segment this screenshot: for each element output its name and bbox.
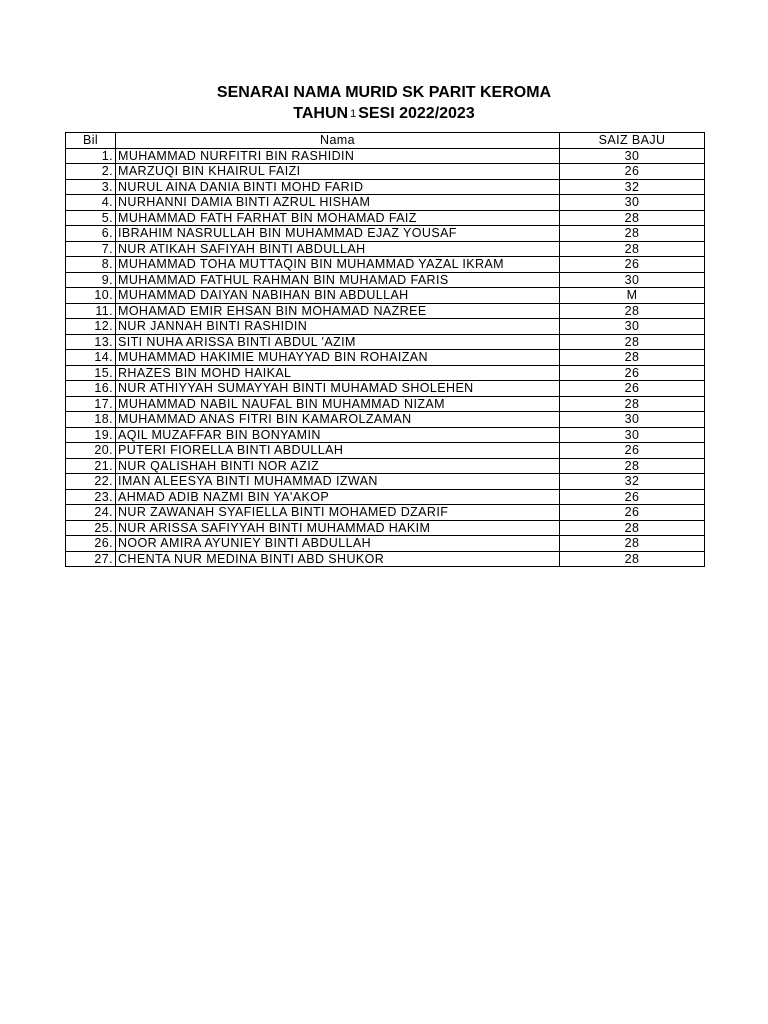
table-row — [66, 350, 705, 366]
table-row — [66, 458, 705, 474]
student-name-cell: IBRAHIM NASRULLAH BIN MUHAMMAD EJAZ YOUSAF — [116, 226, 560, 242]
row-number-cell: 18. — [66, 412, 116, 428]
table-row — [66, 319, 705, 335]
row-number-cell: 23. — [66, 489, 116, 505]
student-name-cell: NURHANNI DAMIA BINTI AZRUL HISHAM — [116, 195, 560, 211]
student-name-cell: NOOR AMIRA AYUNIEY BINTI ABDULLAH — [116, 536, 560, 552]
shirt-size-cell: 28 — [560, 303, 705, 319]
table-row — [66, 489, 705, 505]
row-number-cell: 19. — [66, 427, 116, 443]
shirt-size-cell: 30 — [560, 195, 705, 211]
table-row — [66, 257, 705, 273]
shirt-size-cell: 28 — [560, 536, 705, 552]
row-number-cell: 3. — [66, 179, 116, 195]
row-number-cell: 2. — [66, 164, 116, 180]
student-name-cell: NUR ATIKAH SAFIYAH BINTI ABDULLAH — [116, 241, 560, 257]
shirt-size-cell: 30 — [560, 427, 705, 443]
student-name-cell: MUHAMMAD ANAS FITRI BIN KAMAROLZAMAN — [116, 412, 560, 428]
row-number-cell: 6. — [66, 226, 116, 242]
shirt-size-cell: 26 — [560, 443, 705, 459]
student-name-cell: MARZUQI BIN KHAIRUL FAIZI — [116, 164, 560, 180]
student-name-cell: MUHAMMAD NABIL NAUFAL BIN MUHAMMAD NIZAM — [116, 396, 560, 412]
row-number-cell: 26. — [66, 536, 116, 552]
table-row — [66, 443, 705, 459]
table-row — [66, 303, 705, 319]
table-row — [66, 365, 705, 381]
column-header-nama: Nama — [116, 133, 560, 149]
table-header-row — [66, 133, 705, 149]
shirt-size-cell: 32 — [560, 474, 705, 490]
table-row — [66, 226, 705, 242]
title-line-2 — [0, 103, 768, 125]
shirt-size-cell: 26 — [560, 257, 705, 273]
shirt-size-cell: 28 — [560, 350, 705, 366]
column-header-bil: Bil — [66, 133, 116, 149]
student-name-cell: AQIL MUZAFFAR BIN BONYAMIN — [116, 427, 560, 443]
title-tahun-label: TAHUN — [293, 105, 349, 122]
table-row — [66, 179, 705, 195]
table-body — [66, 148, 705, 567]
table-row — [66, 272, 705, 288]
row-number-cell: 20. — [66, 443, 116, 459]
table-row — [66, 148, 705, 164]
student-name-cell: CHENTA NUR MEDINA BINTI ABD SHUKOR — [116, 551, 560, 567]
row-number-cell: 5. — [66, 210, 116, 226]
shirt-size-cell: 28 — [560, 334, 705, 350]
table-row — [66, 195, 705, 211]
student-name-cell: IMAN ALEESYA BINTI MUHAMMAD IZWAN — [116, 474, 560, 490]
student-name-cell: MUHAMMAD TOHA MUTTAQIN BIN MUHAMMAD YAZAL IKRAM — [116, 257, 560, 273]
row-number-cell: 1. — [66, 148, 116, 164]
table-row — [66, 288, 705, 304]
student-name-cell: MOHAMAD EMIR EHSAN BIN MOHAMAD NAZREE — [116, 303, 560, 319]
shirt-size-cell: 30 — [560, 148, 705, 164]
shirt-size-cell: 30 — [560, 272, 705, 288]
table-row — [66, 334, 705, 350]
shirt-size-cell: 28 — [560, 210, 705, 226]
title-sesi-label: SESI 2022/2023 — [358, 105, 475, 122]
shirt-size-cell: 28 — [560, 458, 705, 474]
shirt-size-cell: 26 — [560, 164, 705, 180]
row-number-cell: 4. — [66, 195, 116, 211]
student-name-cell: AHMAD ADIB NAZMI BIN YA'AKOP — [116, 489, 560, 505]
title-line-1: SENARAI NAMA MURID SK PARIT KEROMA — [216, 84, 552, 101]
student-name-cell: MUHAMMAD HAKIMIE MUHAYYAD BIN ROHAIZAN — [116, 350, 560, 366]
student-name-cell: SITI NUHA ARISSA BINTI ABDUL 'AZIM — [116, 334, 560, 350]
student-name-cell: NURUL AINA DANIA BINTI MOHD FARID — [116, 179, 560, 195]
shirt-size-cell: 28 — [560, 520, 705, 536]
table-row — [66, 536, 705, 552]
student-name-cell: RHAZES BIN MOHD HAIKAL — [116, 365, 560, 381]
student-name-cell: MUHAMMAD DAIYAN NABIHAN BIN ABDULLAH — [116, 288, 560, 304]
row-number-cell: 13. — [66, 334, 116, 350]
document-title — [0, 82, 768, 125]
student-name-cell: MUHAMMAD FATHUL RAHMAN BIN MUHAMAD FARIS — [116, 272, 560, 288]
table-row — [66, 427, 705, 443]
row-number-cell: 17. — [66, 396, 116, 412]
row-number-cell: 12. — [66, 319, 116, 335]
student-name-cell: MUHAMMAD FATH FARHAT BIN MOHAMAD FAIZ — [116, 210, 560, 226]
student-name-cell: NUR QALISHAH BINTI NOR AZIZ — [116, 458, 560, 474]
shirt-size-cell: M — [560, 288, 705, 304]
shirt-size-cell: 28 — [560, 396, 705, 412]
student-name-cell: PUTERI FIORELLA BINTI ABDULLAH — [116, 443, 560, 459]
table-row — [66, 520, 705, 536]
row-number-cell: 24. — [66, 505, 116, 521]
shirt-size-cell: 26 — [560, 381, 705, 397]
shirt-size-cell: 28 — [560, 551, 705, 567]
shirt-size-cell: 28 — [560, 226, 705, 242]
student-name-cell: NUR ZAWANAH SYAFIELLA BINTI MOHAMED DZARIF — [116, 505, 560, 521]
student-name-cell: NUR ARISSA SAFIYYAH BINTI MUHAMMAD HAKIM — [116, 520, 560, 536]
table-row — [66, 505, 705, 521]
shirt-size-cell: 30 — [560, 412, 705, 428]
shirt-size-cell: 26 — [560, 505, 705, 521]
table-row — [66, 474, 705, 490]
table-row — [66, 241, 705, 257]
student-roster-table — [65, 132, 705, 567]
table-row — [66, 551, 705, 567]
table-row — [66, 396, 705, 412]
table-row — [66, 210, 705, 226]
shirt-size-cell: 28 — [560, 241, 705, 257]
row-number-cell: 7. — [66, 241, 116, 257]
row-number-cell: 22. — [66, 474, 116, 490]
title-tahun-value: 1 — [350, 108, 357, 120]
shirt-size-cell: 30 — [560, 319, 705, 335]
row-number-cell: 11. — [66, 303, 116, 319]
row-number-cell: 8. — [66, 257, 116, 273]
row-number-cell: 21. — [66, 458, 116, 474]
column-header-saiz-baju: SAIZ BAJU — [560, 133, 705, 149]
row-number-cell: 9. — [66, 272, 116, 288]
row-number-cell: 14. — [66, 350, 116, 366]
row-number-cell: 15. — [66, 365, 116, 381]
table-row — [66, 381, 705, 397]
shirt-size-cell: 32 — [560, 179, 705, 195]
row-number-cell: 27. — [66, 551, 116, 567]
table-row — [66, 412, 705, 428]
student-name-cell: NUR JANNAH BINTI RASHIDIN — [116, 319, 560, 335]
shirt-size-cell: 26 — [560, 489, 705, 505]
table-row — [66, 164, 705, 180]
row-number-cell: 16. — [66, 381, 116, 397]
row-number-cell: 25. — [66, 520, 116, 536]
student-name-cell: MUHAMMAD NURFITRI BIN RASHIDIN — [116, 148, 560, 164]
shirt-size-cell: 26 — [560, 365, 705, 381]
row-number-cell: 10. — [66, 288, 116, 304]
student-name-cell: NUR ATHIYYAH SUMAYYAH BINTI MUHAMAD SHOLEHEN — [116, 381, 560, 397]
